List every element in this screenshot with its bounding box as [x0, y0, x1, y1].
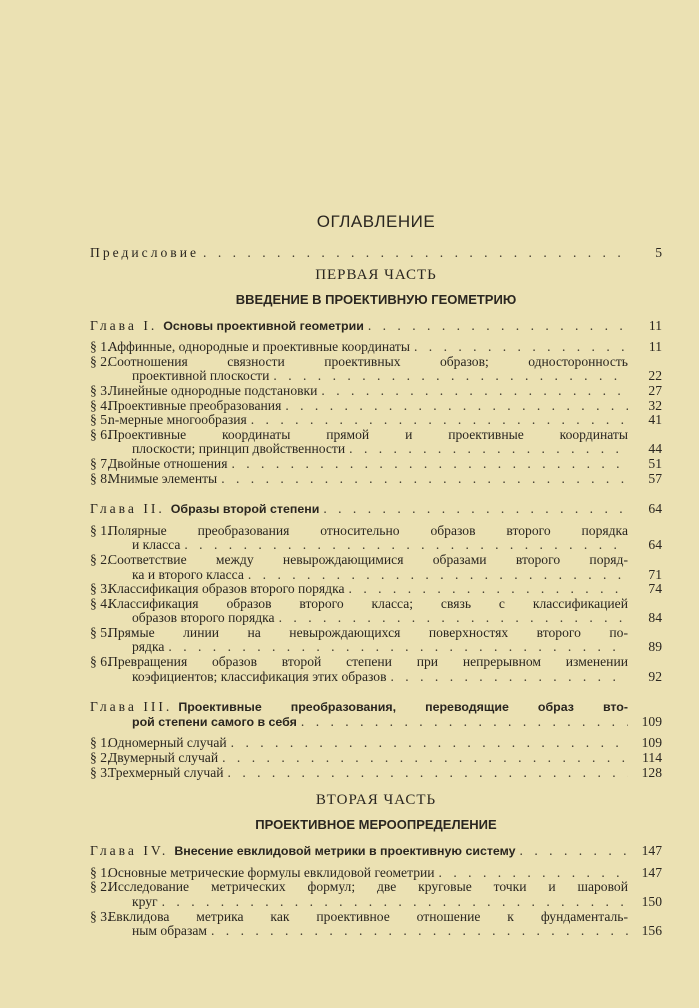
entry-title: образов второго порядка	[132, 610, 275, 626]
section-number: § 1.	[90, 735, 111, 751]
entry-title: Основы проективной геометрии	[163, 318, 364, 333]
section-number: § 6.	[90, 426, 111, 442]
entry-label: Предисловие	[90, 245, 200, 260]
entry-line	[90, 553, 662, 568]
entry-line	[90, 715, 662, 730]
dot-leader	[221, 472, 628, 487]
section-number: § 3.	[90, 908, 111, 924]
spacer	[90, 684, 662, 690]
entry-line	[90, 472, 662, 487]
dot-leader	[323, 502, 628, 517]
entry-line	[90, 736, 662, 751]
entry-title: Линейные однородные подстановки	[108, 382, 318, 398]
entry-line	[90, 582, 662, 597]
entry-title: рядка	[132, 639, 165, 655]
chapter-label: Глава III.	[90, 699, 173, 715]
chapter-label: Глава IV.	[90, 843, 169, 859]
page-number: 156	[641, 923, 662, 939]
page-number: 71	[648, 566, 662, 582]
entry-title: Внесение евклидовой метрики в проективную систему	[174, 844, 516, 859]
page-number: 22	[648, 368, 662, 384]
entry-line	[90, 524, 662, 539]
entry-line	[90, 369, 662, 384]
dot-leader	[211, 924, 628, 939]
page-number: 150	[641, 894, 662, 909]
page-number: 89	[648, 639, 662, 655]
page-number: 147	[641, 864, 662, 880]
toc-section-entry[interactable]	[90, 355, 662, 384]
entry-line	[90, 442, 662, 457]
dot-leader	[439, 866, 628, 881]
entry-line	[90, 895, 662, 910]
spacer	[90, 939, 662, 945]
entry-title: Образы второй степени	[170, 502, 320, 517]
entry-title: Аффинные, однородные и проективные координаты	[108, 339, 410, 355]
entry-title: Одномерный случай	[108, 735, 227, 751]
entry-title: Прямые линии на невырождающихся поверхностях второго по-	[108, 624, 628, 640]
dot-leader	[391, 670, 629, 685]
entry-line	[90, 340, 662, 355]
toc-section-entry[interactable]	[90, 766, 662, 781]
page-number: 11	[648, 317, 662, 333]
entry-title: Исследование метрических формул; две круговые точки и шаровой	[108, 879, 628, 895]
entry-line	[90, 924, 662, 939]
entry-title: плоскости; принцип двойственности	[132, 441, 346, 457]
entry-line	[90, 457, 662, 472]
entry-title: Проективные координаты прямой и проективные координаты	[108, 426, 628, 442]
toc-section-entry[interactable]	[90, 736, 662, 751]
entry-title: Проективные преобразования, переводящие образ вто-	[178, 700, 628, 715]
entry-line	[90, 655, 662, 670]
entry-line	[90, 597, 662, 612]
entry-line	[90, 568, 662, 583]
entry-line	[90, 399, 662, 414]
page-title: ОГЛАВЛЕНИЕ	[316, 212, 436, 231]
page-number: 27	[648, 382, 662, 398]
page-number: 84	[648, 610, 662, 626]
toc-section-entry[interactable]	[90, 626, 662, 655]
toc-chapter-entry[interactable]	[90, 844, 662, 859]
section-number: § 1.	[90, 339, 111, 355]
toc-section-entry[interactable]	[90, 597, 662, 626]
dot-leader	[349, 582, 628, 597]
entry-line	[90, 880, 662, 895]
dot-leader	[349, 442, 628, 457]
entry-line	[90, 626, 662, 641]
section-number: § 6.	[90, 654, 111, 670]
toc-section-entry[interactable]	[90, 524, 662, 553]
dot-leader	[248, 568, 628, 583]
section-number: § 1.	[90, 522, 111, 538]
section-number: § 1.	[90, 864, 111, 880]
part-label: ВТОРАЯ ЧАСТЬ	[315, 792, 437, 809]
page-number: 128	[641, 764, 662, 780]
section-number: § 5.	[90, 624, 111, 640]
entry-line	[90, 670, 662, 685]
toc-section-entry[interactable]	[90, 428, 662, 457]
page-number: 44	[648, 441, 662, 457]
toc-chapter-entry[interactable]	[90, 319, 662, 334]
entry-line	[90, 428, 662, 443]
dot-leader	[251, 413, 628, 428]
entry-title: Полярные преобразования относительно образов второго порядка	[108, 522, 628, 538]
entry-title: Трехмерный случай	[108, 764, 224, 780]
toc-section-entry[interactable]	[90, 457, 662, 472]
page-number: 64	[648, 501, 662, 517]
section-number: § 2.	[90, 353, 111, 369]
entry-title: ным образам	[132, 923, 207, 939]
page-number: 32	[648, 397, 662, 413]
entry-title: Соотношения связности проективных образов; односторонность	[108, 353, 628, 369]
dot-leader	[273, 369, 628, 384]
toc-section-entry[interactable]	[90, 866, 662, 881]
dot-leader	[231, 457, 628, 472]
entry-title: и класса	[132, 537, 181, 553]
page-number: 114	[642, 750, 662, 766]
toc-section-entry[interactable]	[90, 751, 662, 766]
dot-leader	[184, 538, 628, 553]
toc-section-entry[interactable]	[90, 472, 662, 487]
entry-title: Соответствие между невырождающимися образами второго поряд-	[108, 551, 628, 567]
entry-title: Классификация образов второго порядка	[108, 581, 345, 597]
entry-title: коэфициентов; классификация этих образов	[132, 668, 387, 684]
toc-section-entry[interactable]	[90, 340, 662, 355]
entry-line	[90, 413, 662, 428]
section-number: § 4.	[90, 397, 111, 413]
entry-title: рой степени самого в себя	[132, 714, 297, 729]
section-number: § 8.	[90, 470, 111, 486]
entry-title: проективной плоскости	[132, 368, 270, 384]
section-number: § 2.	[90, 750, 111, 766]
entry-line	[90, 751, 662, 766]
page-number: 5	[655, 245, 662, 260]
page-number: 109	[641, 713, 662, 729]
entry-title: Мнимые элементы	[108, 470, 218, 486]
page-number: 41	[648, 412, 662, 428]
entry-title: Основные метрические формулы евклидовой геометрии	[108, 864, 435, 880]
dot-leader	[301, 715, 628, 730]
dot-leader	[203, 246, 628, 261]
entry-line	[90, 910, 662, 925]
entry-title: Проективные преобразования	[108, 397, 282, 413]
entry-title: Двумерный случай	[108, 750, 219, 766]
toc-section-entry[interactable]	[90, 553, 662, 582]
dot-leader	[279, 611, 628, 626]
entry-title: Превращения образов второй степени при непрерывном изменении	[108, 654, 628, 670]
page-number: 51	[648, 455, 662, 471]
section-number: § 7.	[90, 455, 111, 471]
chapter-label: Глава I.	[90, 317, 158, 333]
entry-line	[90, 538, 662, 553]
dot-leader	[162, 895, 628, 910]
section-number: § 3.	[90, 382, 111, 398]
part-title: ВВЕДЕНИЕ В ПРОЕКТИВНУЮ ГЕОМЕТРИЮ	[235, 291, 517, 307]
spacer	[90, 780, 662, 786]
entry-title: Евклидова метрика как проективное отношение к фундаменталь-	[108, 908, 628, 924]
entry-line	[90, 844, 662, 859]
entry-title: ка и второго класса	[132, 566, 244, 582]
section-number: § 4.	[90, 595, 111, 611]
section-number: § 2.	[90, 879, 111, 895]
toc-section-entry[interactable]	[90, 413, 662, 428]
section-number: § 3.	[90, 764, 111, 780]
toc-section-entry[interactable]	[90, 399, 662, 414]
table-of-contents	[90, 212, 662, 945]
dot-leader	[321, 384, 628, 399]
dot-leader	[168, 640, 628, 655]
entry-title: Двойные отношения	[108, 455, 228, 471]
entry-line	[90, 319, 662, 334]
toc-section-entry[interactable]	[90, 384, 662, 399]
section-number: § 3.	[90, 581, 111, 597]
section-number: § 2.	[90, 551, 111, 567]
entry-title: круг	[132, 894, 158, 909]
entry-line	[90, 502, 662, 517]
entry-line	[90, 355, 662, 370]
section-number: § 5.	[90, 412, 111, 428]
dot-leader	[228, 766, 628, 781]
part-title: ПРОЕКТИВНОЕ МЕРООПРЕДЕЛЕНИЕ	[255, 817, 497, 833]
page-number: 64	[648, 537, 662, 553]
part-label: ПЕРВАЯ ЧАСТЬ	[315, 266, 437, 283]
page-number: 109	[641, 735, 662, 751]
entry-line	[90, 866, 662, 881]
page-number: 92	[648, 668, 662, 684]
toc-entry-preface[interactable]	[90, 246, 662, 261]
toc-chapter-entry[interactable]	[90, 502, 662, 517]
page-number: 147	[641, 843, 662, 859]
page-number: 74	[648, 581, 662, 597]
dot-leader	[285, 399, 628, 414]
toc-section-entry[interactable]	[90, 582, 662, 597]
spacer	[90, 486, 662, 492]
toc-chapter-entry[interactable]	[90, 700, 662, 729]
entry-line	[90, 766, 662, 781]
entry-title: Классификация образов второго класса; связь с классификацией	[108, 595, 628, 611]
dot-leader	[222, 751, 628, 766]
dot-leader	[520, 844, 628, 859]
toc-section-entry[interactable]	[90, 880, 662, 909]
entry-title: n-мерные многообразия	[108, 412, 247, 428]
page-number: 57	[648, 470, 662, 486]
toc-section-entry[interactable]	[90, 655, 662, 684]
toc-section-entry[interactable]	[90, 910, 662, 939]
dot-leader	[368, 319, 628, 334]
chapter-label: Глава II.	[90, 501, 165, 517]
entry-line	[90, 611, 662, 626]
entry-line	[90, 640, 662, 655]
entry-line	[90, 384, 662, 399]
dot-leader	[414, 340, 628, 355]
page-number: 11	[648, 339, 662, 355]
entry-line	[90, 700, 662, 715]
dot-leader	[231, 736, 628, 751]
